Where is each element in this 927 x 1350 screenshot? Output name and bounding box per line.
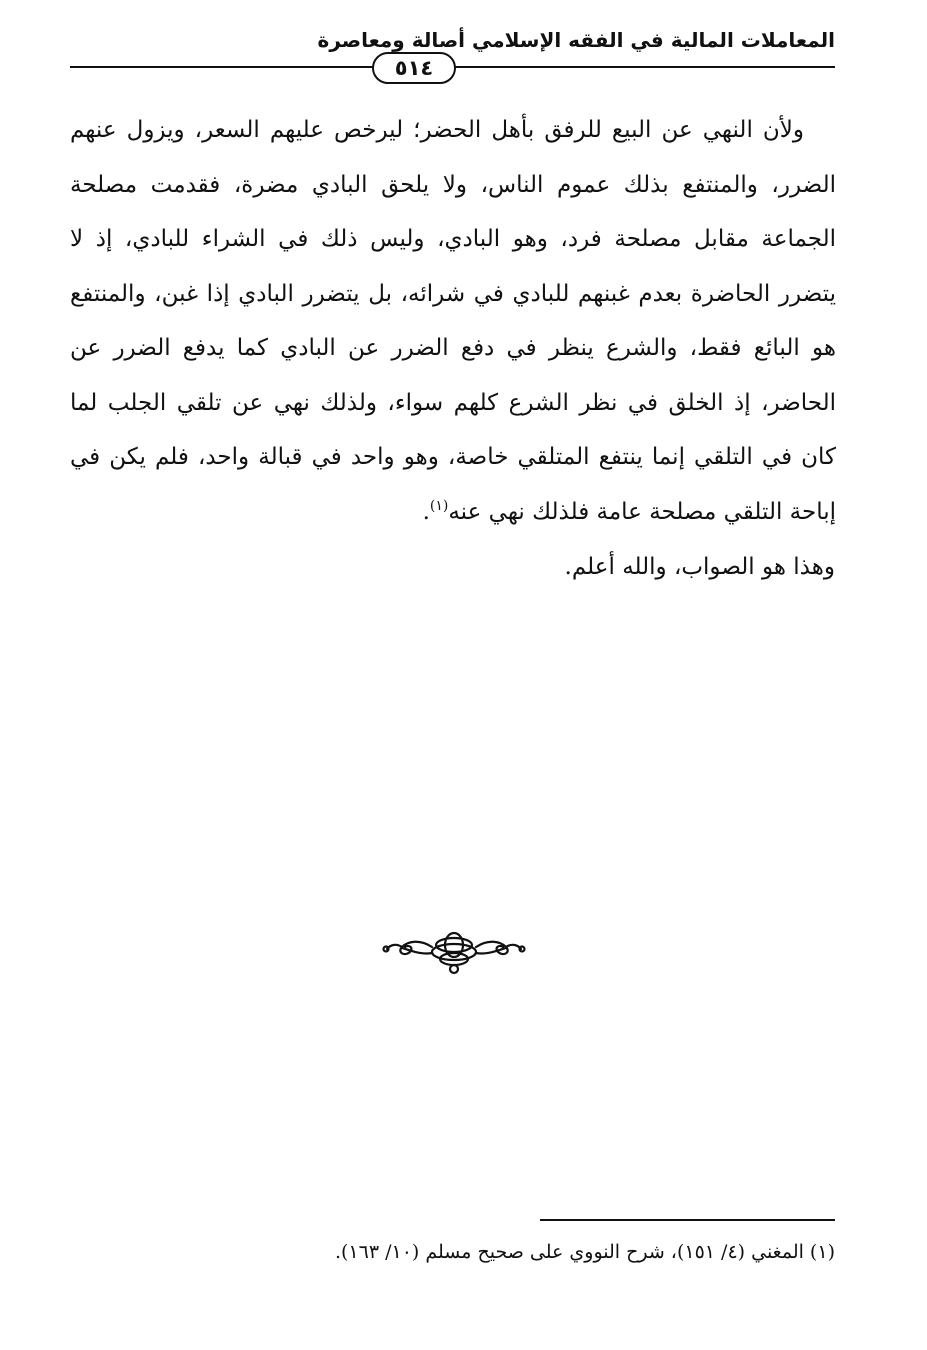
- body-paragraph: [70, 103, 836, 539]
- footnote: (١) المغني (٤/ ١٥١)، شرح النووي على صحيح مسلم (١٠/ ١٦٣).: [334, 1241, 835, 1263]
- footnote-reference[interactable]: (١): [429, 497, 449, 514]
- page-number: ٥١٤: [372, 52, 456, 84]
- closing-statement: وهذا هو الصواب، والله أعلم.: [564, 554, 835, 580]
- floral-divider-icon: [382, 925, 526, 979]
- running-header: [70, 22, 835, 82]
- paragraph-text: ولأن النهي عن البيع للرفق بأهل الحضر؛ ليرخص عليهم السعر، ويزول عنهم الضرر، والمنتفع بذلك عموم الناس، ولا يلحق البادي مضرة، فقدمت مصلحة الجماعة مقابل مصلحة فرد، وهو البادي، وليس ذلك في الشراء للبادي، إذ لا يتضرر الحاضرة بعدم غبنهم للبادي في شرائه، بل يتضرر البادي إذا غبن، والمنتفع هو البائع فقط، والشرع ينظر في دفع الضرر عن البادي كما يدفع الضرر عن الحاضر، إذ الخلق في نظر الشرع كلهم سواء، ولذلك نهي عن تلقي الجلب لما كان في التلقي إنما ينتفع المتلقي خاصة، وهو واحد في قبالة واحد، فلم يكن في إباحة التلقي مصلحة عامة فلذلك نهي عنه: [70, 117, 836, 525]
- main-text: [70, 103, 836, 539]
- book-title: المعاملات المالية في الفقه الإسلامي أصالة ومعاصرة: [317, 28, 835, 52]
- footnote-separator: [540, 1219, 835, 1221]
- paragraph-end: .: [422, 498, 430, 525]
